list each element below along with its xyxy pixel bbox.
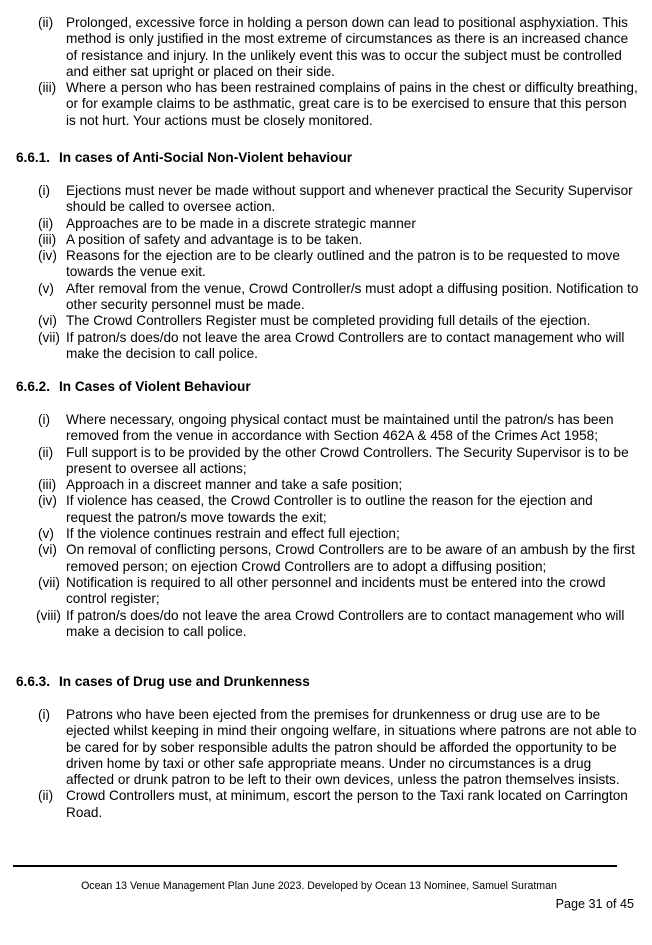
list-item [0, 707, 652, 788]
list-item [0, 542, 652, 575]
list-number: (viii) [36, 607, 61, 623]
section-list-6-6-3 [0, 707, 652, 821]
list-item [0, 412, 652, 445]
list-number: (ii) [38, 444, 54, 460]
list-item [0, 330, 652, 363]
list-text: Full support is to be provided by the other Crowd Controllers. The Security Supervisor is to be present to oversee all actions; [66, 444, 629, 476]
list-number: (iii) [38, 80, 57, 96]
list-item [0, 445, 652, 478]
section-number: 6.6.3. [16, 674, 51, 689]
list-number: (vi) [38, 313, 57, 329]
list-number: (v) [38, 526, 54, 542]
list-item [0, 80, 652, 129]
list-item [0, 493, 652, 526]
list-item [0, 232, 652, 248]
section-number: 6.6.2. [16, 379, 51, 394]
intro-list [0, 15, 652, 129]
list-text: If violence has ceased, the Crowd Controller is to outline the reason for the ejection and request the patron/s move towards the exit; [66, 493, 593, 525]
list-number: (iii) [38, 231, 57, 247]
list-text: Prolonged, excessive force in holding a person down can lead to positional asphyxiation. This method is only justified in the most extreme of circumstances as there is an increased chance of resistance and injury. In the unlikely event this was to occur the subject must be controlled and either sat upright or placed on their side. [66, 15, 629, 79]
section-title: In cases of Drug use and Drunkenness [59, 674, 310, 689]
section-heading-6-6-2 [16, 379, 251, 395]
list-text: Reasons for the ejection are to be clearly outlined and the patron is to be requested to move towards the venue exit. [66, 248, 620, 280]
list-text: Ejections must never be made without support and whenever practical the Security Supervisor should be called to oversee action. [66, 183, 633, 215]
list-number: (vii) [38, 329, 60, 345]
list-text: Crowd Controllers must, at minimum, escort the person to the Taxi rank located on Carrington Road. [66, 788, 628, 820]
list-item [0, 248, 652, 281]
page-number: Page 31 of 45 [555, 897, 634, 911]
list-number: (v) [38, 280, 54, 296]
section-title: In Cases of Violent Behaviour [59, 379, 251, 394]
list-item [0, 183, 652, 216]
list-number: (ii) [38, 215, 54, 231]
list-text: Approach in a discreet manner and take a safe position; [66, 477, 403, 493]
list-text: A position of safety and advantage is to be taken. [66, 231, 363, 247]
list-item [0, 15, 652, 80]
section-number: 6.6.1. [16, 150, 51, 165]
list-number: (ii) [38, 15, 54, 30]
list-text: On removal of conflicting persons, Crowd Controllers are to be aware of an ambush by the first removed person; on ejection Crowd Controllers are to adopt a diffusing position; [66, 542, 635, 574]
section-list-6-6-1 [0, 183, 652, 362]
list-number: (iii) [38, 477, 57, 493]
list-text: Where necessary, ongoing physical contact must be maintained until the patron/s has been removed from the venue in accordance with Section 462A & 458 of the Crimes Act 1958; [66, 412, 614, 444]
section-heading-6-6-1 [16, 150, 352, 166]
list-number: (iv) [38, 248, 57, 264]
list-item [0, 216, 652, 232]
list-text: Where a person who has been restrained complains of pains in the chest or difficulty breathing, or for example claims to be asthmatic, great care is to be exercised to ensure that this person is not hurt. Your actions must be closely monitored. [66, 80, 638, 128]
list-number: (i) [38, 183, 51, 198]
list-item [0, 281, 652, 314]
list-number: (i) [38, 412, 51, 427]
list-number: (ii) [38, 788, 54, 804]
list-item [0, 608, 652, 641]
list-number: (vii) [38, 574, 60, 590]
section-title: In cases of Anti-Social Non-Violent behaviour [59, 150, 353, 165]
list-item [0, 788, 652, 821]
footer-text: Ocean 13 Venue Management Plan June 2023. Developed by Ocean 13 Nominee, Samuel Suratman [81, 880, 557, 892]
footer-divider [13, 865, 617, 867]
section-list-6-6-2 [0, 412, 652, 640]
list-text: Patrons who have been ejected from the premises for drunkenness or drug use are to be ejected whilst keeping in mind their ongoing welfare, in situations where patrons are not able to be cared for by sober responsible adults the patron should be afforded the opportunity to be driven home by taxi or other safe appropriate means. Under no circumstances is a drug affected or drunk patron to be left to their own devices, unless the patron themselves insists. [66, 707, 637, 788]
list-text: After removal from the venue, Crowd Controller/s must adopt a diffusing position. Notification to other security personnel must be made. [66, 280, 639, 313]
list-item [0, 575, 652, 608]
list-text: If the violence continues restrain and effect full ejection; [66, 526, 400, 542]
list-text: If patron/s does/do not leave the area Crowd Controllers are to contact management who will make the decision to call police. [66, 329, 625, 361]
list-item [0, 526, 652, 542]
section-heading-6-6-3 [16, 674, 310, 690]
list-number: (i) [38, 707, 51, 722]
list-text: If patron/s does/do not leave the area Crowd Controllers are to contact management who will make a decision to call police. [66, 607, 625, 639]
list-text: The Crowd Controllers Register must be completed providing full details of the ejection. [66, 313, 591, 329]
list-text: Notification is required to all other personnel and incidents must be entered into the crowd control register; [66, 574, 606, 607]
list-text: Approaches are to be made in a discrete strategic manner [66, 215, 416, 231]
list-item [0, 477, 652, 493]
list-number: (vi) [38, 542, 57, 558]
list-item [0, 313, 652, 329]
list-number: (iv) [38, 493, 57, 509]
